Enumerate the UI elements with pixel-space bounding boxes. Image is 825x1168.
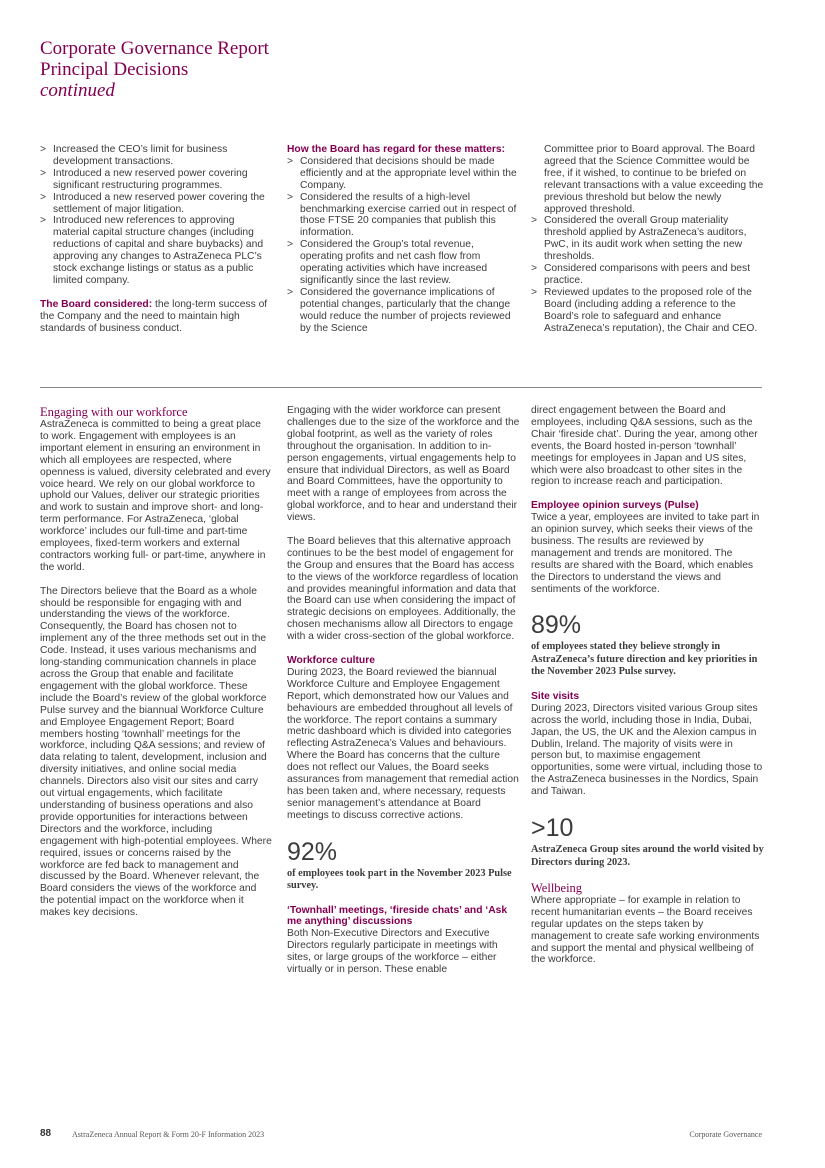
wellbeing-heading: Wellbeing [531, 880, 583, 895]
townhall-heading: ‘Townhall’ meetings, ‘fireside chats’ and ‘Ask me anything’ discussions [287, 904, 508, 928]
regard-heading: How the Board has regard for these matters: [287, 144, 505, 155]
regard-list-continued [531, 215, 765, 334]
site-visits-heading: Site visits [531, 690, 580, 702]
list-item: > Increased the CEO’s limit for business development transactions. [40, 144, 272, 168]
stat-10-sites: >10 [531, 814, 574, 843]
stat-89-caption: of employees stated they believe strongly in AstraZeneca’s future direction and key priorities in the November 2023 Pulse survey. [531, 641, 758, 678]
wellbeing-text: Where appropriate – for example in relation to recent humanitarian events – the Board receives regular updates on the steps taken by management to create safe working environments and support the mental and physical wellbeing of the workforce. [531, 894, 760, 966]
changes-list [40, 144, 272, 287]
regard-list [287, 156, 519, 335]
page-title-block [40, 38, 269, 101]
list-item: > Considered the governance implications of potential changes, particularly that the change would reduce the number of projects reviewed by the Science [287, 287, 519, 335]
list-item: > Introduced new references to approving material capital structure changes (including reductions of capital and share buybacks) and approving any changes to AstraZeneca PLC’s stock exchange listings or status as a public limited company. [40, 215, 272, 286]
site-visits-text: During 2023, Directors visited various Group sites across the world, including those in India, Dubai, Japan, the US, the UK and the Alexion campus in Dublin, Ireland. The majority of visits were in person but, to maximise engagement opportunities, some were virtual, including those to the AstraZeneca businesses in the Nordics, Spain and Taiwan. [531, 702, 763, 798]
pulse-text: Twice a year, employees are invited to take part in an opinion survey, which seeks their views of the business. The results are reviewed by management and trends are monitored. The results are shared with the Board, which enables the Directors to understand the views and sentiments of the workforce. [531, 512, 760, 595]
list-item: > Reviewed updates to the proposed role of the Board (including adding a reference to the Board’s role to safeguard and enhance AstraZeneca’s reputation), the Chair and CEO. [531, 287, 765, 335]
wider-workforce-paragraph: Engaging with the wider workforce can present challenges due to the size of the workforce and the global footprint, as well as the variety of roles throughout the organisation. In addition to in-person engagements, virtual engagements help to ensure that individual Directors, as well as Board and Board Committees, have the opportunity to meet with a range of employees from across the global workforce, and to hear and understand their views. [287, 405, 520, 524]
stat-92-percent: 92% [287, 837, 338, 866]
top-column-2 [287, 144, 519, 335]
townhall-text: Both Non-Executive Directors and Executive Directors regularly participate in meetings with sites, or large groups of the workforce – either virtually or in person. These enable [287, 928, 498, 976]
list-item: > Considered the Group’s total revenue, operating profits and net cash flow from operating activities which have increased significantly since the last review. [287, 239, 519, 287]
section-divider [40, 387, 762, 388]
alternative-approach-paragraph: The Board believes that this alternative approach continues to be the best model of engagement for the Group and ensures that the Board has access to the views of the workforce regardless of location and provides meaningful information and data that the Board can use when considering the impact of strategic decisions on employees. Additionally, the chosen mechanisms allow all Directors to engage with a wider cross-section of the global workforce. [287, 535, 519, 643]
section-name: Corporate Governance [689, 1130, 762, 1139]
top-column-3 [531, 144, 765, 335]
stat-10-caption: AstraZeneca Group sites around the world visited by Directors during 2023. [531, 844, 764, 868]
publication-title: AstraZeneca Annual Report & Form 20-F Information 2023 [72, 1130, 265, 1139]
page-title: Corporate Governance Report [40, 38, 269, 59]
workforce-paragraph-1: AstraZeneca is committed to being a great place to work. Engagement with employees is an important element in ensuring an environment in which all employees are respected, where openness is valued, diversity celebrated and every voice heard. We rely on our global workforce to uphold our Values, deliver our strategic priorities and work to sustain and improve short- and long-term performance. For AstraZeneca, ‘global workforce’ includes our full-time and part-time employees, fixed-term workers and external contractors working full- or part-time, anywhere in the world. [40, 419, 271, 573]
list-item: > Considered the overall Group materiality threshold applied by AstraZeneca’s auditors, PwC, in its audit work when setting the new thresholds. [531, 215, 765, 263]
culture-text: During 2023, the Board reviewed the biannual Workforce Culture and Employee Engagement Report, which demonstrated how our Values and behaviours are embedded throughout all levels of the workforce. The report contains a summary metric dashboard which is divided into categories reflecting AstraZeneca’s Values and behaviours. Where the Board has concerns that the culture does not reflect our Values, the Board seeks assurances from management that remedial action has been taken and, where necessary, requests senior management’s attendance at Board meetings to discuss corrective actions. [287, 666, 519, 821]
bottom-column-2 [287, 405, 520, 976]
list-item: > Considered comparisons with peers and best practice. [531, 263, 765, 287]
workforce-paragraph-2: The Directors believe that the Board as a whole should be responsible for engaging with and understanding the views of the workforce. Consequently, the Board has chosen not to implement any of the three methods set out in the Code. Instead, it uses various mechanisms and long-standing communication channels in place across the Group that enable and facilitate engagement with the global workforce. These include the Board’s review of the global workforce Pulse survey and the biannual Workforce Culture and Employee Engagement Report; Board members hosting ‘townhall’ meetings for the workforce, including Q&A sessions; and review of data relating to talent, development, inclusion and diversity initiatives, and online social media channels. Directors also visit our sites and carry out virtual engagements, which facilitate understanding of business operations and also provide opportunities for interactions between Directors and the workforce, including engagement with high-potential employees. Where required, issues or concerns raised by the workforce are fed back to management and discussed by the Board. Whenever relevant, the Board considers the views of the workforce and the potential impact on the workforce when it makes key decisions. [40, 585, 272, 919]
stat-89-percent: 89% [531, 611, 582, 640]
culture-heading: Workforce culture [287, 655, 375, 666]
top-column-1 [40, 144, 272, 334]
page-number: 88 [40, 1128, 52, 1139]
board-considered-paragraph [40, 299, 272, 335]
stat-92-caption: of employees took part in the November 2023 Pulse survey. [287, 867, 512, 892]
bottom-column-1 [40, 405, 272, 919]
continued-label: continued [40, 80, 115, 101]
page-subtitle: Principal Decisions [40, 59, 189, 80]
bottom-column-3 [531, 405, 765, 966]
list-item: > Considered that decisions should be made efficiently and at the appropriate level within the Company. [287, 156, 519, 192]
list-item: > Considered the results of a high-level benchmarking exercise carried out in respect of those FTSE 20 companies that publish this information. [287, 192, 519, 240]
list-item: > Introduced a new reserved power covering the settlement of major litigation. [40, 192, 272, 216]
board-considered-text: the long-term success of the Company and the need to maintain high standards of business conduct. [40, 298, 268, 334]
workforce-heading: Engaging with our workforce [40, 405, 188, 419]
board-considered-label: The Board considered: [40, 298, 153, 310]
direct-engagement-text: direct engagement between the Board and employees, including Q&A sessions, such as the Chair ‘fireside chat’. During the year, among other events, the Board hosted in-person ‘townhall’ meetings for employees in Japan and US sites, which were also broadcast to other sites in the region to increase reach and participation. [531, 405, 758, 488]
continuation-text: Committee prior to Board approval. The Board agreed that the Science Committee would be free, if it wished, to continue to be briefed on relevant transactions with a value exceeding the previous threshold but below the newly approved threshold. [544, 144, 764, 215]
list-item: > Introduced a new reserved power covering significant restructuring programmes. [40, 168, 272, 192]
pulse-heading: Employee opinion surveys (Pulse) [531, 500, 699, 512]
